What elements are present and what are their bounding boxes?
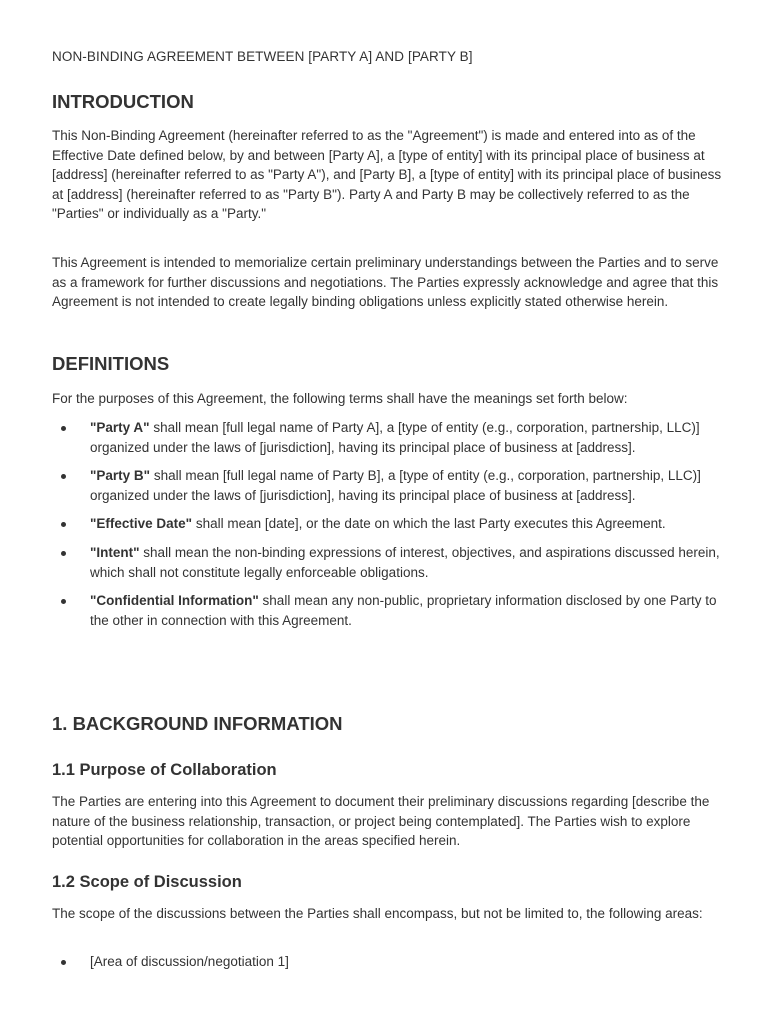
bullet-icon [61, 522, 66, 527]
definition-confidential-information [52, 591, 722, 630]
definition-text: shall mean [full legal name of Party B], a [type of entity (e.g., corporation, partnership, LLC)] organized under the laws of [jurisdiction], having its principal place of business at [address]. [90, 468, 701, 503]
definition-effective-date [52, 514, 722, 534]
scope-heading: 1.2 Scope of Discussion [52, 873, 242, 891]
bullet-icon [61, 426, 66, 431]
introduction-paragraph-1: This Non-Binding Agreement (hereinafter referred to as the "Agreement") is made and entered into as of the Effective Date defined below, by and between [Party A], a [type of entity] with its principal place of business at [address] (hereinafter referred to as "Party A"), and [Party B], a [type of entity] with its principal place of business at [address] (hereinafter referred to as "Party B"). Party A and Party B may be collectively referred to as the "Parties" or individually as a "Party." [52, 128, 722, 222]
definition-party-b [52, 466, 722, 505]
definition-term: "Confidential Information" [90, 593, 259, 609]
background-heading: 1. BACKGROUND INFORMATION [52, 713, 343, 734]
introduction-paragraph-2: This Agreement is intended to memorialize certain preliminary understandings between the Parties and to serve as a framework for further discussions and negotiations. The Parties expressly acknowledge and agree that this Agreement is not intended to create legally binding obligations unless explicitly stated otherwise herein. [52, 255, 719, 310]
scope-list [52, 952, 722, 972]
scope-item-text: [Area of discussion/negotiation 1] [90, 954, 289, 969]
definitions-list [52, 418, 722, 630]
definition-text: shall mean any non-public, proprietary information disclosed by one Party to the other in connection with this Agreement. [90, 593, 717, 628]
document-title: NON-BINDING AGREEMENT BETWEEN [PARTY A] AND [PARTY B] [52, 49, 473, 64]
bullet-icon [61, 551, 66, 556]
definition-term: "Party A" [90, 420, 150, 435]
definition-term: "Intent" [90, 544, 140, 560]
scope-item [52, 952, 722, 972]
bullet-icon [61, 474, 66, 479]
definition-term: "Party B" [90, 468, 151, 484]
introduction-heading: INTRODUCTION [52, 91, 194, 112]
definition-party-a [52, 418, 722, 457]
definition-term: "Effective Date" [90, 516, 193, 532]
bullet-icon [61, 599, 66, 604]
purpose-paragraph: The Parties are entering into this Agreement to document their preliminary discussions regarding [describe the nature of the business relationship, transaction, or project being contemplated]. The Parties wish to explore potential opportunities for collaboration in the areas specified herein. [52, 794, 710, 849]
definition-text: shall mean the non-binding expressions of interest, objectives, and aspirations discussed herein, which shall not constitute legally enforceable obligations. [90, 544, 720, 580]
bullet-icon [61, 960, 66, 965]
definition-text: shall mean [full legal name of Party A], a [type of entity (e.g., corporation, partnership, LLC)] organized under the laws of [jurisdiction], having its principal place of business at [address]. [90, 420, 700, 455]
purpose-heading: 1.1 Purpose of Collaboration [52, 761, 277, 779]
definitions-intro: For the purposes of this Agreement, the following terms shall have the meanings set forth below: [52, 391, 628, 406]
definitions-heading: DEFINITIONS [52, 353, 170, 374]
scope-paragraph: The scope of the discussions between the Parties shall encompass, but not be limited to, the following areas: [52, 906, 703, 921]
definition-text: shall mean [date], or the date on which the last Party executes this Agreement. [192, 516, 666, 532]
definition-intent [52, 543, 722, 582]
